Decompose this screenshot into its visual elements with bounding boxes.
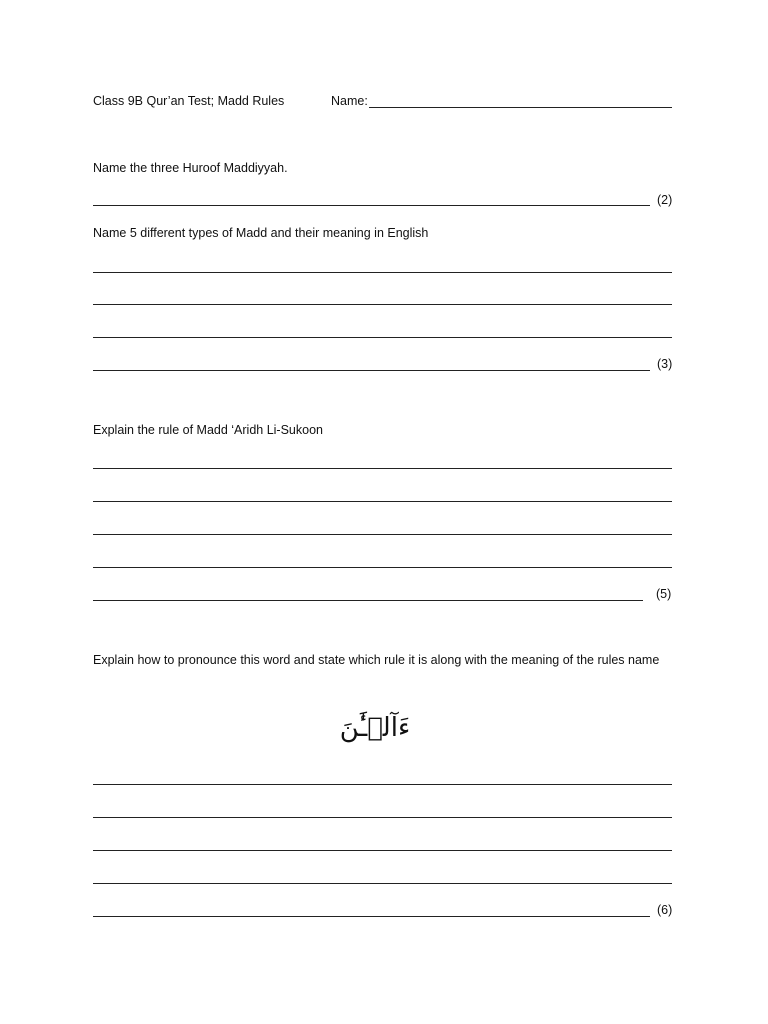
question-4-text: Explain how to pronounce this word and state which rule it is along with the meaning of the rules name <box>93 653 660 667</box>
answer-line[interactable] <box>93 916 650 917</box>
answer-line[interactable] <box>93 272 672 273</box>
question-3-marks: (5) <box>656 587 672 601</box>
question-2-text: Name 5 different types of Madd and their meaning in English <box>93 226 429 240</box>
answer-line[interactable] <box>93 817 672 818</box>
question-1-text: Name the three Huroof Maddiyyah. <box>93 161 288 175</box>
name-label: Name: <box>331 94 368 108</box>
name-answer-line[interactable] <box>369 107 672 108</box>
test-title: Class 9B Qur’an Test; Madd Rules <box>93 94 285 108</box>
question-4-marks: (6) <box>657 903 673 917</box>
answer-line[interactable] <box>93 468 672 469</box>
answer-line[interactable] <box>93 205 650 206</box>
answer-line[interactable] <box>93 784 672 785</box>
answer-line[interactable] <box>93 600 643 601</box>
answer-line[interactable] <box>93 850 672 851</box>
question-2-marks: (3) <box>657 357 673 371</box>
arabic-word: ءَآلۡـَٰٔنَ <box>339 713 411 743</box>
answer-line[interactable] <box>93 501 672 502</box>
answer-line[interactable] <box>93 304 672 305</box>
answer-line[interactable] <box>93 337 672 338</box>
answer-line[interactable] <box>93 534 672 535</box>
answer-line[interactable] <box>93 883 672 884</box>
answer-line[interactable] <box>93 370 650 371</box>
question-1-marks: (2) <box>657 193 673 207</box>
question-3-text: Explain the rule of Madd ‘Aridh Li-Sukoon <box>93 423 323 437</box>
answer-line[interactable] <box>93 567 672 568</box>
